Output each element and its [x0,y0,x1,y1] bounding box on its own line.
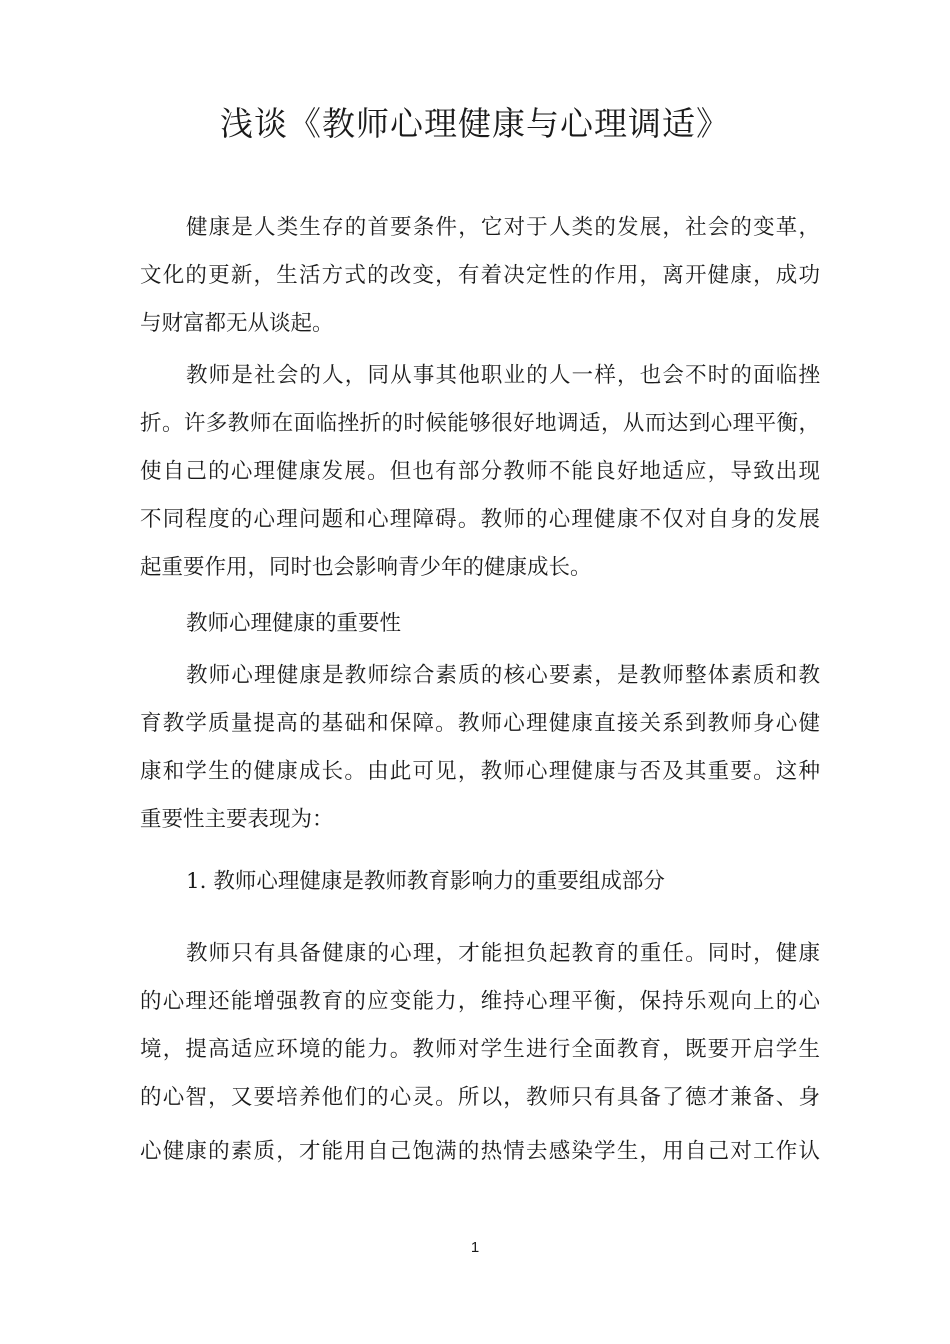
paragraph-line: 育教学质量提高的基础和保障。教师心理健康直接关系到教师身心健 [140,711,820,736]
paragraph-line: 起重要作用，同时也会影响青少年的健康成长。 [140,555,592,580]
paragraph-line: 教师只有具备健康的心理，才能担负起教育的重任。同时，健康 [186,941,820,966]
paragraph-line: 心健康的素质，才能用自己饱满的热情去感染学生，用自己对工作认 [140,1139,820,1164]
paragraph-line: 健康是人类生存的首要条件，它对于人类的发展，社会的变革， [186,215,820,240]
paragraph-line: 不同程度的心理问题和心理障碍。教师的心理健康不仅对自身的发展 [140,507,820,532]
paragraph-line: 教师心理健康是教师综合素质的核心要素，是教师整体素质和教 [186,663,820,688]
paragraph-line: 的心理还能增强教育的应变能力，维持心理平衡，保持乐观向上的心 [140,989,820,1014]
paragraph-line: 教师是社会的人，同从事其他职业的人一样，也会不时的面临挫 [186,363,820,388]
paragraph-line: 折。许多教师在面临挫折的时候能够很好地调适，从而达到心理平衡， [140,411,820,436]
paragraph-line: 文化的更新，生活方式的改变，有着决定性的作用，离开健康，成功 [140,263,820,288]
paragraph-line: 使自己的心理健康发展。但也有部分教师不能良好地适应，导致出现 [140,459,820,484]
document-title: 浅谈《教师心理健康与心理调适》 [220,104,730,143]
paragraph-line: 康和学生的健康成长。由此可见，教师心理健康与否及其重要。这种 [140,759,820,784]
page-number: 1 [470,1239,480,1256]
paragraph-line: 与财富都无从谈起。 [140,311,334,336]
numbered-heading: 1. 教师心理健康是教师教育影响力的重要组成部分 [186,869,665,894]
paragraph-line: 的心智，又要培养他们的心灵。所以，教师只有具备了德才兼备、身 [140,1085,820,1110]
paragraph-line: 重要性主要表现为： [140,807,334,832]
section-heading: 教师心理健康的重要性 [186,611,402,636]
paragraph-line: 境，提高适应环境的能力。教师对学生进行全面教育，既要开启学生 [140,1037,820,1062]
